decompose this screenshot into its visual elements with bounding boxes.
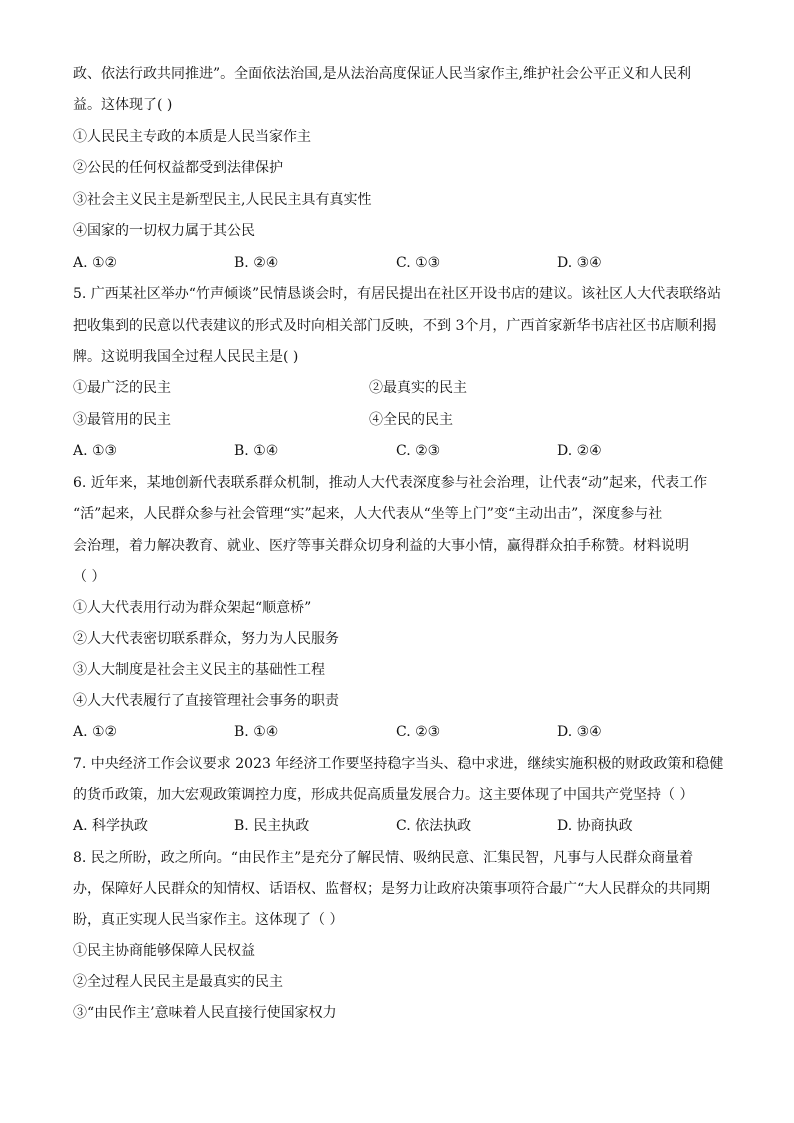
q5-stem-line-1: 5. 广西某社区举办“竹声倾谈”民情恳谈会时，有居民提出在社区开设书店的建议。该社区人大代表联络站 xyxy=(73,286,722,302)
q4-stem-line-2: 益。这体现了( ) xyxy=(73,97,173,113)
q6-statement-4: ④人大代表履行了直接管理社会事务的职责 xyxy=(73,693,339,709)
q4-option-d: D. ③④ xyxy=(557,255,602,271)
q7-option-a: A. 科学执政 xyxy=(73,818,149,834)
q5-statement-1: ①最广泛的民主 xyxy=(73,380,171,396)
q8-stem-line-3: 盼，真正实现人民当家作主。这体现了（ ） xyxy=(73,912,344,928)
q6-option-b: B. ①④ xyxy=(234,724,279,740)
q4-option-c: C. ①③ xyxy=(396,255,441,271)
q8-stem-line-2: 办，保障好人民群众的知情权、话语权、监督权；是努力让政府决策事项符合最广“大人民群众的共同期 xyxy=(73,881,711,897)
q5-option-c: C. ②③ xyxy=(396,443,441,459)
q7-option-c: C. 依法执政 xyxy=(396,818,472,834)
q5-statement-3: ③最管用的民主 xyxy=(73,412,171,428)
q7-option-d: D. 协商执政 xyxy=(557,818,633,834)
q4-statement-2: ②公民的任何权益都受到法律保护 xyxy=(73,160,283,176)
q5-statement-2: ②最真实的民主 xyxy=(369,380,467,396)
q7-stem-line-2: 的货币政策，加大宏观政策调控力度，形成共促高质量发展合力。这主要体现了中国共产党坚持（ ） xyxy=(73,787,694,803)
q5-stem-line-2: 把收集到的民意以代表建议的形式及时向相关部门反映，不到 3个月，广西首家新华书店社区书店顺利揭 xyxy=(73,318,717,334)
q6-stem-line-2: “活”起来，人民群众参与社会管理“实”起来，人大代表从“坐等上门”变“主动出击”，深度参与社 xyxy=(73,506,663,522)
q6-stem-line-1: 6. 近年来，某地创新代表联系群众机制，推动人大代表深度参与社会治理，让代表“动”起来，代表工作 xyxy=(73,475,708,491)
q4-statement-4: ④国家的一切权力属于其公民 xyxy=(73,223,255,239)
q8-stem-line-1: 8. 民之所盼，政之所向。“由民作主”是充分了解民情、吸纳民意、汇集民智，凡事与人民群众商量着 xyxy=(73,850,694,866)
q6-option-a: A. ①② xyxy=(73,724,118,740)
q6-option-c: C. ②③ xyxy=(396,724,441,740)
q6-statement-3: ③人大制度是社会主义民主的基础性工程 xyxy=(73,662,325,678)
q5-option-a: A. ①③ xyxy=(73,443,118,459)
q8-statement-2: ②全过程人民民主是最真实的民主 xyxy=(73,974,283,990)
q8-statement-1: ①民主协商能够保障人民权益 xyxy=(73,943,255,959)
q6-statement-2: ②人大代表密切联系群众，努力为人民服务 xyxy=(73,631,339,647)
q7-stem-line-1: 7. 中央经济工作会议要求 2023 年经济工作要坚持稳字当头、稳中求进，继续实施积极的财政政策和稳健 xyxy=(73,756,724,772)
q5-stem-line-3: 牌。这说明我国全过程人民民主是( ) xyxy=(73,349,299,365)
q6-stem-line-4: （ ） xyxy=(73,569,106,585)
q5-statement-4: ④全民的民主 xyxy=(369,412,453,428)
q7-option-b: B. 民主执政 xyxy=(234,818,310,834)
q6-option-d: D. ③④ xyxy=(557,724,602,740)
q4-stem-line-1: 政、依法行政共同推进”。全面依法治国,是从法治高度保证人民当家作主,维护社会公平正义和人民利 xyxy=(73,66,692,82)
q4-option-a: A. ①② xyxy=(73,255,118,271)
q6-stem-line-3: 会治理，着力解决教育、就业、医疗等事关群众切身利益的大事小情，赢得群众拍手称赞。材料说明 xyxy=(73,538,689,554)
q4-statement-3: ③社会主义民主是新型民主,人民民主具有真实性 xyxy=(73,192,372,208)
q4-option-b: B. ②④ xyxy=(234,255,279,271)
q8-statement-3: ③“由民作主’意味着人民直接行使国家权力 xyxy=(73,1005,337,1021)
q6-statement-1: ①人大代表用行动为群众架起“顺意桥” xyxy=(73,600,312,616)
q4-statement-1: ①人民民主专政的本质是人民当家作主 xyxy=(73,129,311,145)
q5-option-d: D. ②④ xyxy=(557,443,602,459)
q5-option-b: B. ①④ xyxy=(234,443,279,459)
